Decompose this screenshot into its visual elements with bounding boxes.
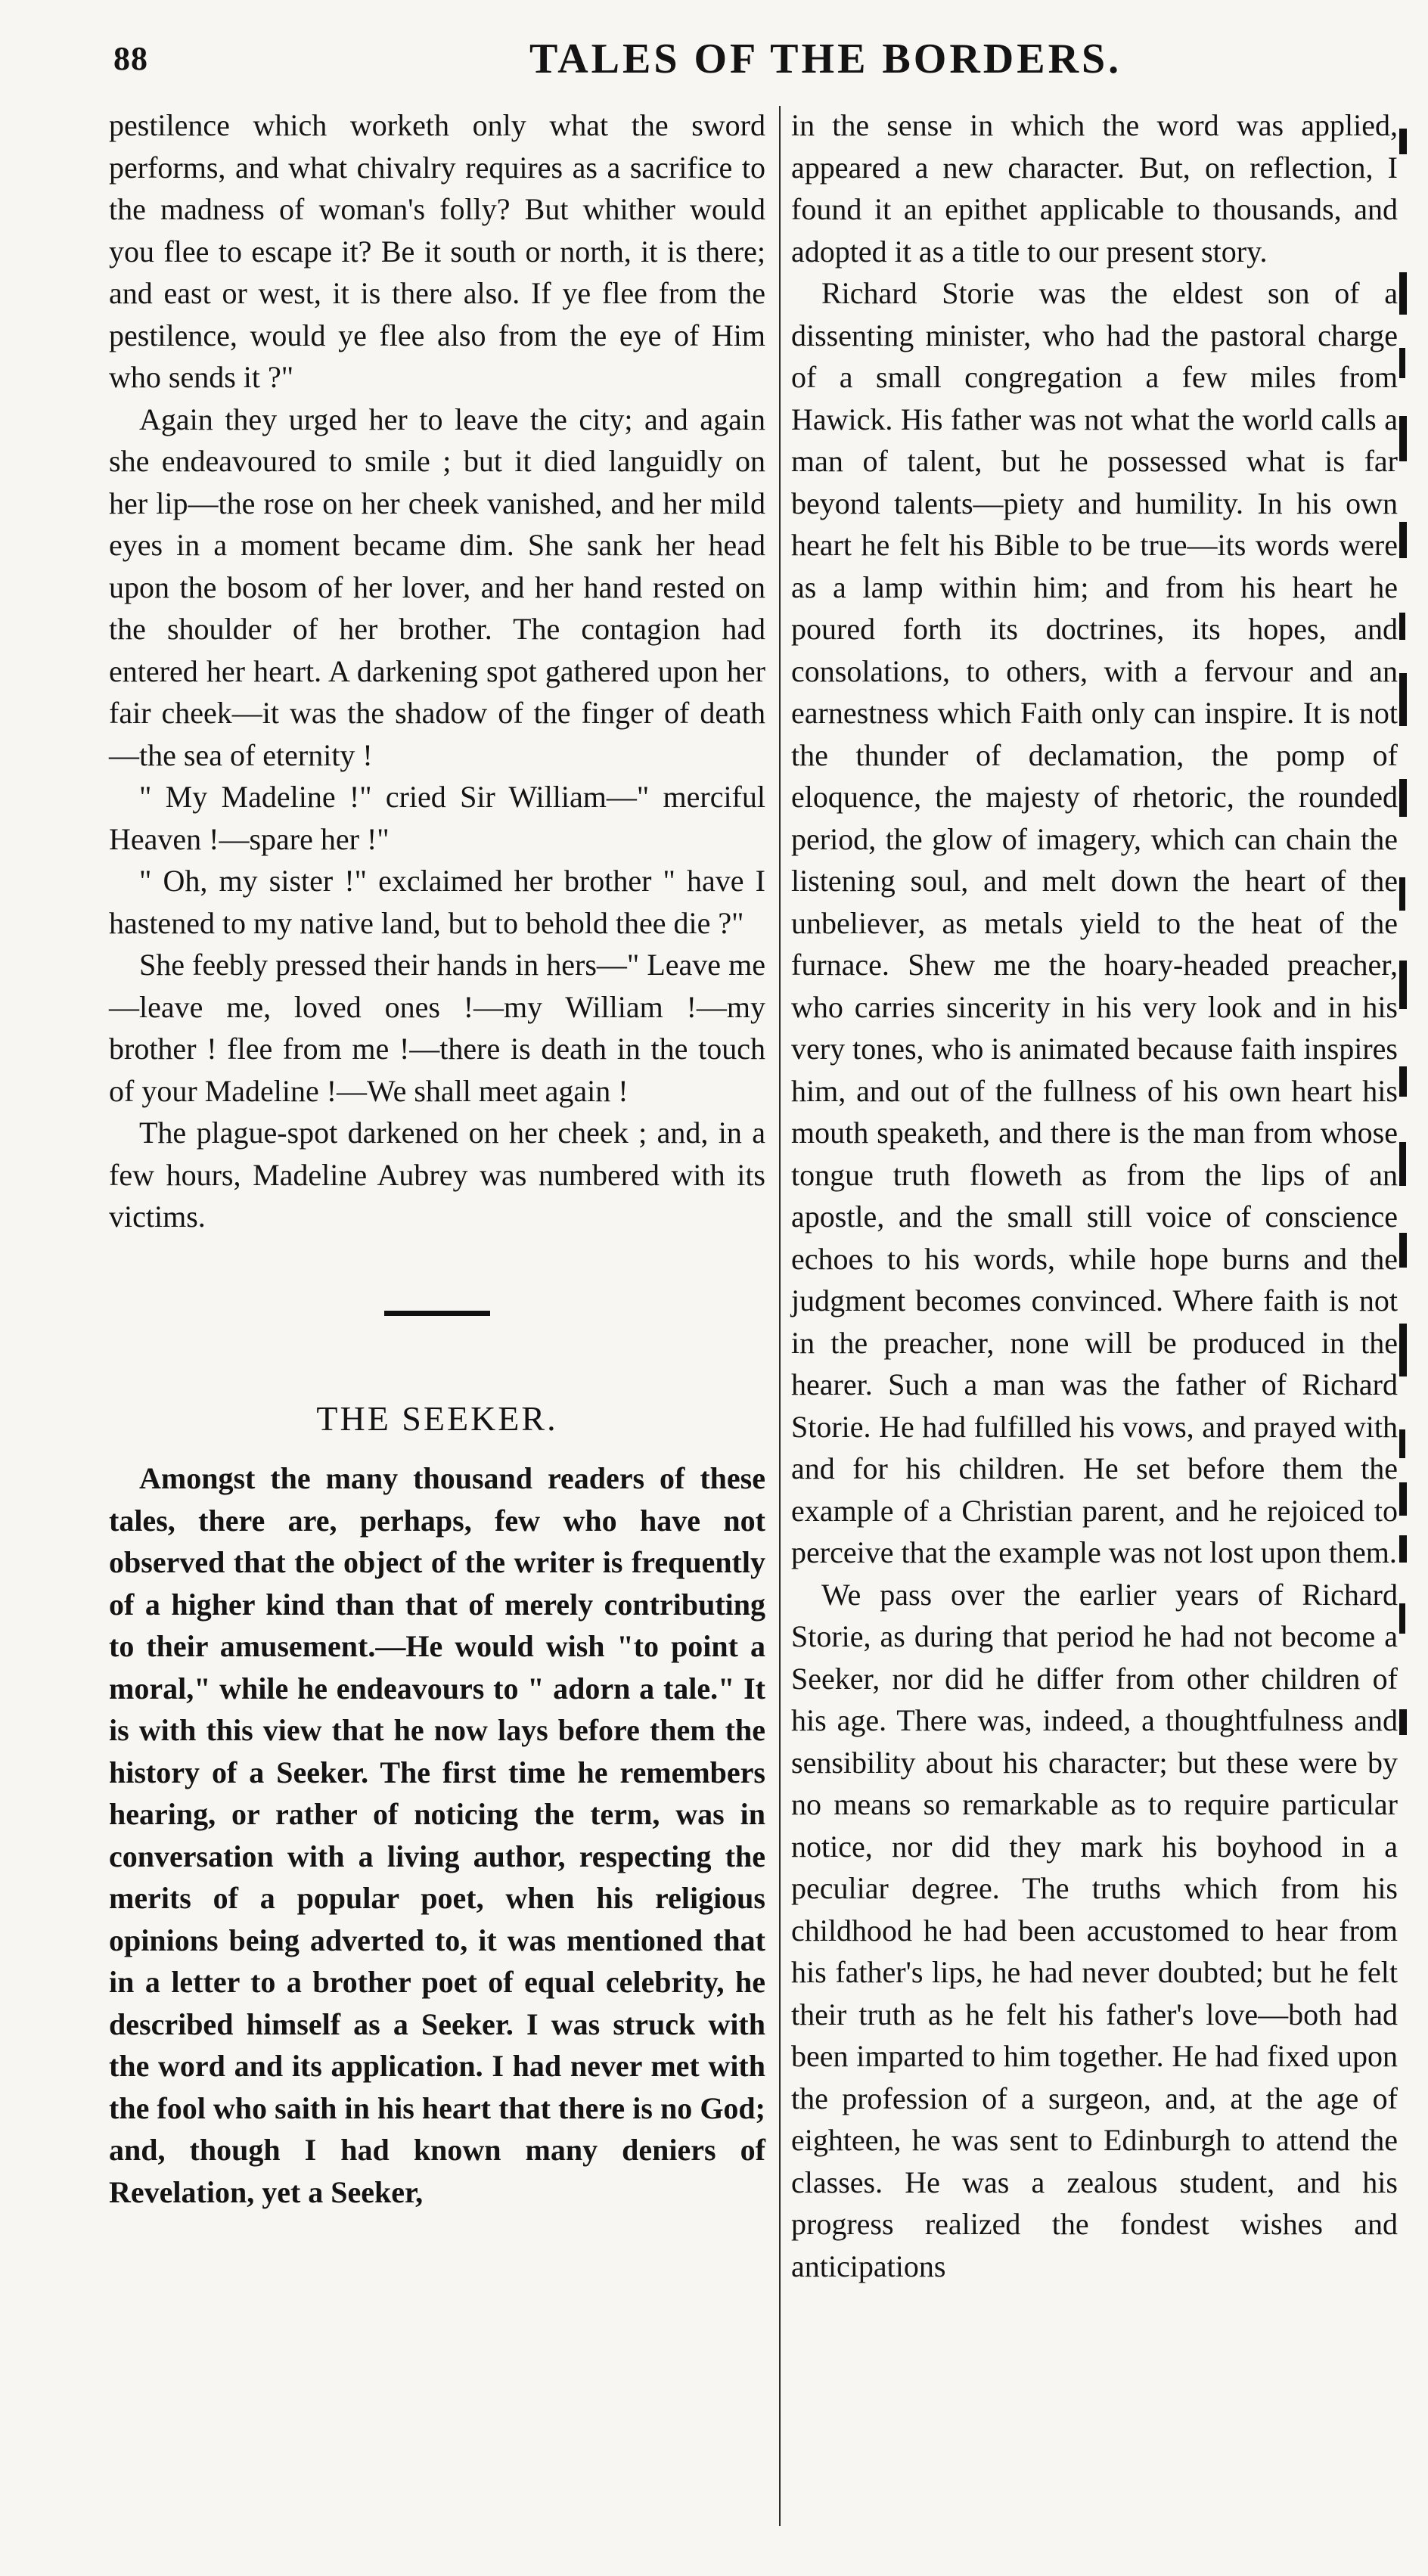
left-column: [109, 104, 765, 2213]
paragraph-pestilence: pestilence which worketh only what the sword performs, and what chivalry requires as a sacrifice to the madness of woman's folly? But whither would you flee to escape it? Be it south or north, it is there; and east or west, it is there also. If ye flee from the pestilence, would ye flee also from the eye of Him who sends it ?": [109, 108, 765, 394]
scan-edge-marks: [1399, 98, 1422, 2549]
section-title: THE SEEKER.: [316, 1398, 558, 1438]
running-title: TALES OF THE BORDERS.: [529, 36, 1122, 82]
paragraph-plague-spot: The plague-spot darkened on her cheek ; and, in a few hours, Madeline Aubrey was numbered with its victims.: [109, 1116, 765, 1234]
paragraph-urged: Again they urged her to leave the city; and again she endeavoured to smile ; but it died languidly on her lip—the rose on her cheek vanished, and her mild eyes in a moment became dim. She sank her head upon the bosom of her lover, and her hand rested on the shoulder of her brother. The contagion had entered her heart. A darkening spot gathered upon her fair cheek—it was the shadow of the finger of death—the sea of eternity !: [109, 402, 765, 772]
page-number: 88: [113, 40, 148, 77]
paragraph-brother: " Oh, my sister !" exclaimed her brother " have I hastened to my native land, but to behold thee die ?": [109, 864, 765, 940]
section-divider: [384, 1311, 490, 1316]
paragraph-richard-storie: Richard Storie was the eldest son of a dissenting minister, who had the pastoral charge of a small congregation a few miles from Hawick. His father was not what the world calls a man of talent, but he possessed what is far beyond talents—piety and humility. In his own heart he felt his Bible to be true—its words were as a lamp within him; and from his heart he poured forth its doctrines, its hopes, and consolations, to others, with a fervour and an earnestness which Faith only can inspire. It is not the thunder of declamation, the pomp of eloquence, the majesty of rhetoric, the rounded period, the glow of imagery, which can chain the listening soul, and melt down the heart of the unbeliever, as metals yield to the heat of the furnace. Shew me the hoary-headed preacher, who carries sincerity in his very look and in his very tones, who is animated because faith inspires him, and out of the fullness of his own heart his mouth speaketh, and there is the man from whose tongue truth floweth as from the lips of an apostle, and the small still voice of conscience echoes to his words, while hope burns and the judgment becomes convinced. Where faith is not in the preacher, none will be produced in the hearer. Such a man was the father of Richard Storie. He had fulfilled his vows, and prayed with and for his children. He set before them the example of a Christian parent, and he rejoiced to perceive that the example was not lost upon them.: [791, 276, 1398, 1569]
paragraph-new-character: in the sense in which the word was applied, appeared a new character. But, on reflection, I found it an epithet applicable to thousands, and adopted it as a title to our present story.: [791, 108, 1398, 268]
paragraph-sir-william: " My Madeline !" cried Sir William—" merciful Heaven !—spare her !": [109, 780, 765, 856]
paragraph-hands: She feebly pressed their hands in hers—" Leave me—leave me, loved ones !—my William !—my brother ! flee from me !—there is death in the touch of your Madeline !—We shall meet again !: [109, 948, 765, 1108]
paragraph-seeker-intro: Amongst the many thousand readers of these tales, there are, perhaps, few who have not observed that the object of the writer is frequently of a higher kind than that of merely contributing to their amusement.—He would wish "to point a moral," while he endeavours to " adorn a tale." It is with this view that he now lays before them the history of a Seeker. The first time he remembers hearing, or rather of noticing the term, was in conversation with a living author, respecting the merits of a popular poet, when his religious opinions being adverted to, it was mentioned that in a letter to a brother poet of equal celebrity, he described himself as a Seeker. I was struck with the word and its application. I had never met with the fool who saith in his heart that there is no God; and, though I had known many deniers of Revelation, yet a Seeker,: [109, 1461, 765, 2209]
page-header: [0, 0, 1428, 98]
column-divider: [779, 106, 781, 2526]
right-column: [791, 104, 1398, 2287]
paragraph-earlier-years: We pass over the earlier years of Richard Storie, as during that period he had not become a Seeker, nor did he differ from other children of his age. There was, indeed, a thoughtfulness and sensibility about his character; but these were by no means so remarkable as to require particular notice, nor did they mark his boyhood in a peculiar degree. The truths which from his childhood he had been accustomed to hear from his father's lips, he had never doubted; but he felt their truth as he felt his father's love—both had been imparted to him together. He had fixed upon the profession of a surgeon, and, at the age of eighteen, he was sent to Edinburgh to attend the classes. He was a zealous student, and his progress realized the fondest wishes and anticipations: [791, 1577, 1398, 2283]
